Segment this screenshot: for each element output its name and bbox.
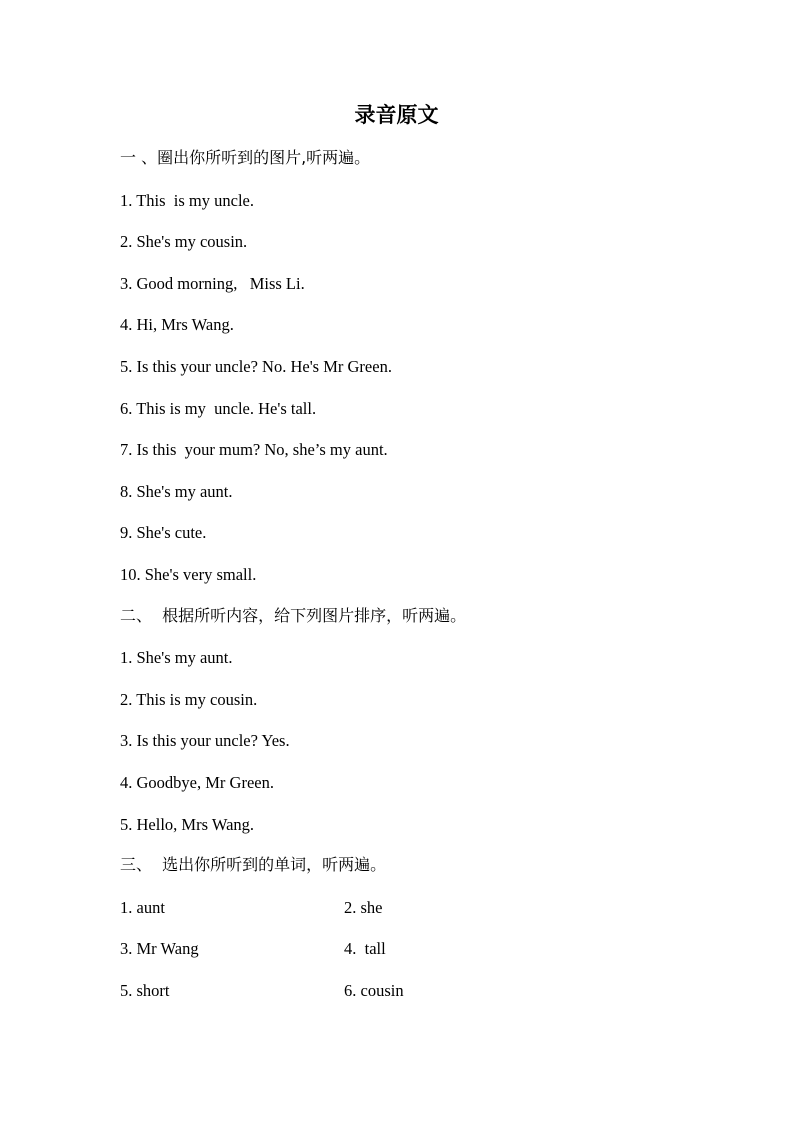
section-3-item-2: 2. she (344, 898, 383, 917)
section-1-item-5: 5. Is this your uncle? No. He's Mr Green. (120, 357, 392, 376)
section-1-item-10: 10. She's very small. (120, 565, 257, 584)
section-1-item-4: 4. Hi, Mrs Wang. (120, 315, 234, 334)
section-2-item-5: 5. Hello, Mrs Wang. (120, 815, 255, 834)
section-2-item-3: 3. Is this your uncle? Yes. (120, 731, 290, 750)
section-3-item-6: 6. cousin (344, 981, 404, 1000)
section-2-heading: 二、 根据所听内容，给下列图片排序，听两遍。 (120, 606, 467, 625)
section-3-item-5: 5. short (120, 981, 170, 1000)
section-3-item-3: 3. Mr Wang (120, 939, 199, 958)
section-3-item-4: 4. tall (344, 939, 386, 958)
section-1-item-6: 6. This is my uncle. He's tall. (120, 399, 317, 418)
page-title: 录音原文 (354, 103, 439, 127)
section-3-item-1: 1. aunt (120, 898, 165, 917)
section-1-item-7: 7. Is this your mum? No, she’s my aunt. (120, 440, 388, 459)
section-2-item-1: 1. She's my aunt. (120, 648, 233, 667)
section-1-heading: 一 、圈出你所听到的图片,听两遍。 (120, 148, 371, 167)
section-1-item-2: 2. She's my cousin. (120, 232, 248, 251)
section-2-item-4: 4. Goodbye, Mr Green. (120, 773, 274, 792)
section-1-item-1: 1. This is my uncle. (120, 191, 254, 210)
section-1-item-3: 3. Good morning, Miss Li. (120, 274, 305, 293)
section-1-item-9: 9. She's cute. (120, 523, 207, 542)
section-2-item-2: 2. This is my cousin. (120, 690, 258, 709)
section-3-heading: 三、 选出你所听到的单词，听两遍。 (120, 855, 387, 874)
section-1-item-8: 8. She's my aunt. (120, 482, 233, 501)
